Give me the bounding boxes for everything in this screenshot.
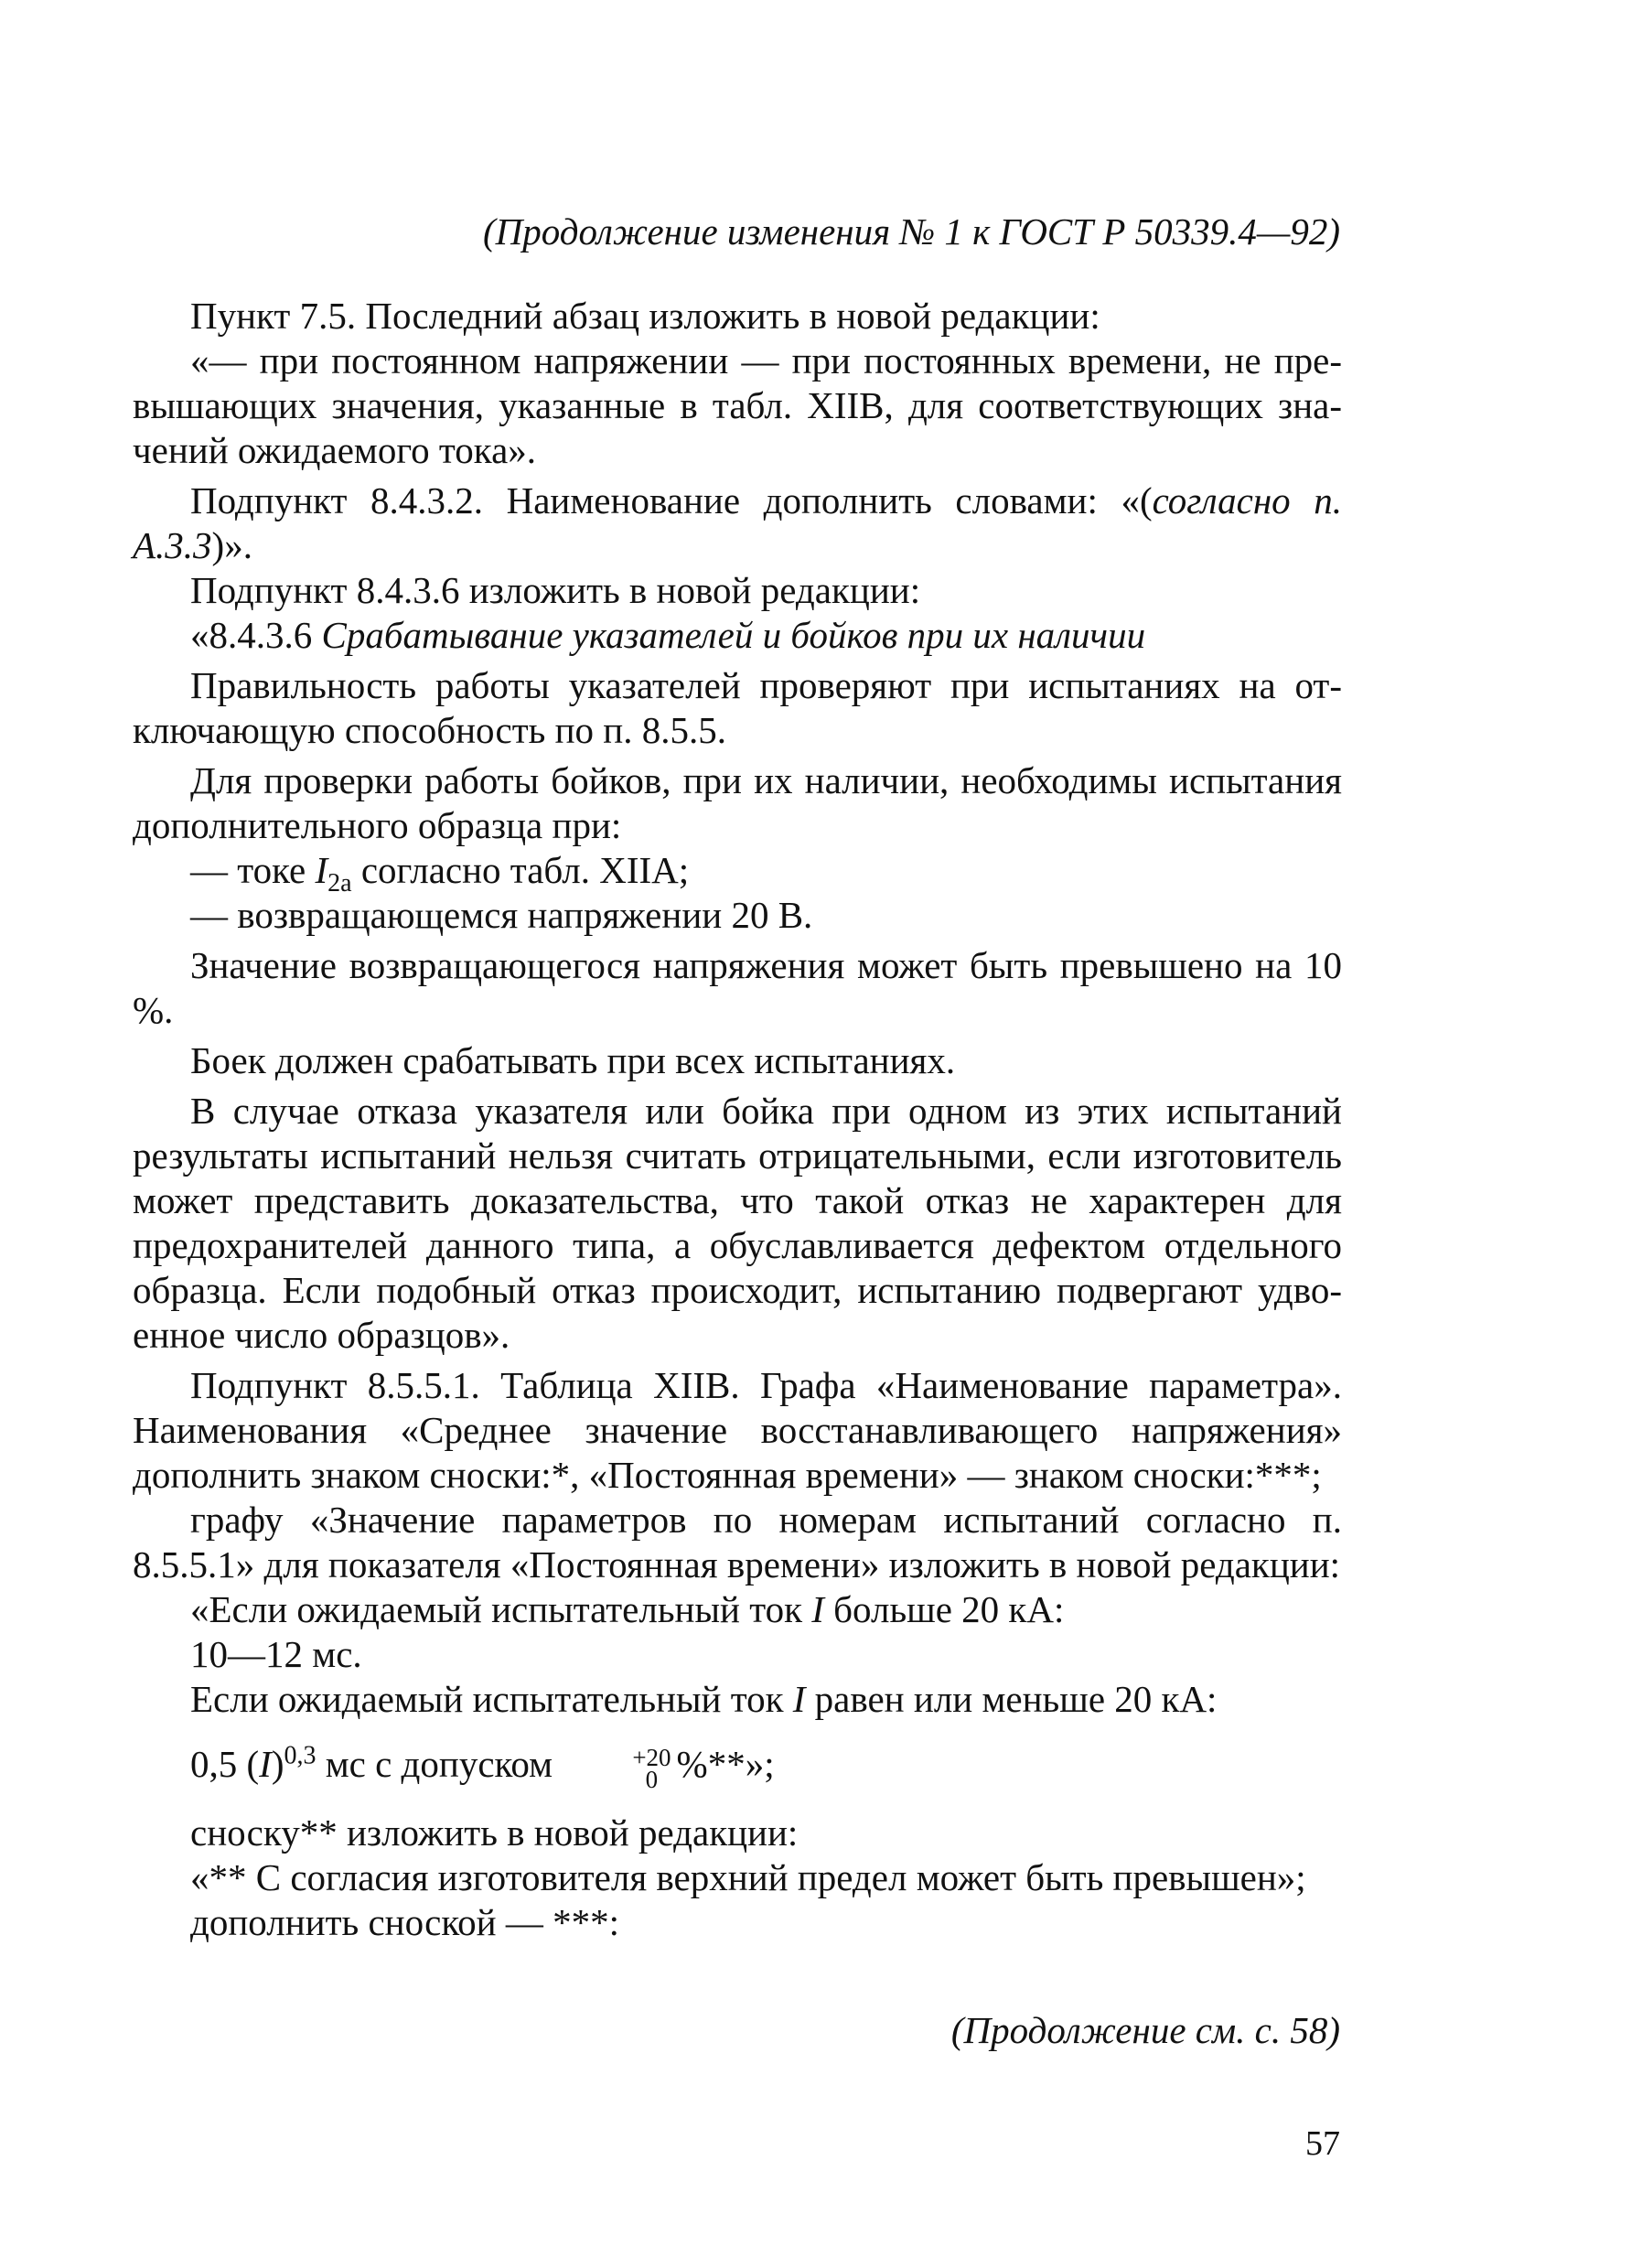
paragraph: — возвращающемся напряжении 20 В. (190, 894, 813, 936)
formula-exponent: 0,3 (284, 1741, 317, 1770)
paragraph: дополнить сноской — ***: (190, 1900, 619, 1943)
current-symbol: I (792, 1678, 806, 1720)
paragraph (133, 1677, 1342, 1722)
paragraph: Правильность работы указателей проверяют при испытаниях на отключающую способность по п. 8.5.5. (133, 664, 1342, 751)
paragraph: «** С согласия изготовителя верхний предел может быть превышен»; (190, 1855, 1306, 1898)
page-header-continuation: (Продолжение изменения № 1 к ГОСТ Р 50339.4—92) (483, 210, 1340, 253)
paragraph: Подпункт 8.4.3.6 изложить в новой редакции: (190, 569, 921, 611)
current-symbol: I (259, 1743, 272, 1785)
italic-reference: согласно п. А.3.3 (133, 479, 1342, 566)
text-run: 0,5 ( (190, 1743, 260, 1785)
text-run: «8.4.3.6 (190, 614, 322, 656)
text-run: Если ожидаемый испытательный ток (190, 1678, 793, 1720)
text-run: %**»; (676, 1743, 775, 1785)
paragraph: «— при постоянном напряжении — при постоянных времени, не превышающих значения, указанные в табл. XIIВ, для соответствующих значений ожидаемого тока». (133, 339, 1342, 471)
paragraph: графу «Значение параметров по номерам испытаний согласно п. 8.5.5.1» для показателя «Постоянная времени» изложить в новой редакции: (133, 1499, 1342, 1585)
paragraph (133, 613, 1342, 658)
page-number: 57 (1305, 2124, 1340, 2163)
current-symbol: I (315, 849, 328, 891)
tolerance-lower: 0 (645, 1765, 659, 1793)
text-run: Подпункт 8.4.3.2. Наименование дополнить словами: «( (190, 479, 1153, 521)
italic-heading: Срабатывание указателей и бойков при их наличии (321, 614, 1146, 656)
text-run: «Если ожидаемый испытательный ток (190, 1588, 812, 1630)
paragraph: Подпункт 8.5.5.1. Таблица XIIВ. Графа «Наименование параметра». Наименования «Среднее значение восстанавливающего напряжения» дополнить знаком сноски:*, «Постоянная времени» — знаком сноски:***; (133, 1364, 1342, 1496)
paragraph: Пункт 7.5. Последний абзац изложить в новой редакции: (190, 295, 1100, 337)
current-symbol: I (811, 1588, 824, 1630)
current-subscript: 2а (327, 869, 352, 898)
text-run: мс с допуском (316, 1743, 563, 1785)
paragraph: Значение возвращающегося напряжения может быть превышено на 10 %. (133, 944, 1342, 1031)
formula-paragraph (133, 1741, 1342, 1793)
tolerance-upper: +20 (632, 1743, 671, 1771)
text-run: больше 20 кА: (823, 1588, 1065, 1630)
paragraph (133, 1587, 1342, 1632)
text-run: — токе (190, 849, 316, 891)
paragraph (133, 848, 1342, 898)
text-run: равен или меньше 20 кА: (805, 1678, 1218, 1720)
tolerance-fraction (574, 1743, 671, 1793)
page-footer-continuation: (Продолжение см. с. 58) (950, 2009, 1340, 2051)
text-run: согласно табл. XIIА; (351, 849, 690, 891)
paragraph: 10—12 мс. (190, 1633, 362, 1675)
paragraph: В случае отказа указателя или бойка при одном из этих испытаний результаты испытаний нельзя считать отрицательными, если изготовитель может представить доказательства, что такой отказ не характерен для предохранителей данного типа, а обуславливается дефектом отдельного образца. Если подобный отказ происходит, испытанию подвергают удвоенное число образцов». (133, 1090, 1342, 1356)
paragraph: Для проверки работы бойков, при их наличии, необходимы испытания дополнительного образца при: (133, 759, 1342, 846)
text-run: ) (271, 1743, 284, 1785)
document-body (133, 294, 1342, 1945)
paragraph: сноску** изложить в новой редакции: (190, 1811, 799, 1854)
paragraph: Боек должен срабатывать при всех испытаниях. (190, 1039, 956, 1081)
paragraph (133, 478, 1342, 568)
text-run: )». (211, 524, 252, 566)
